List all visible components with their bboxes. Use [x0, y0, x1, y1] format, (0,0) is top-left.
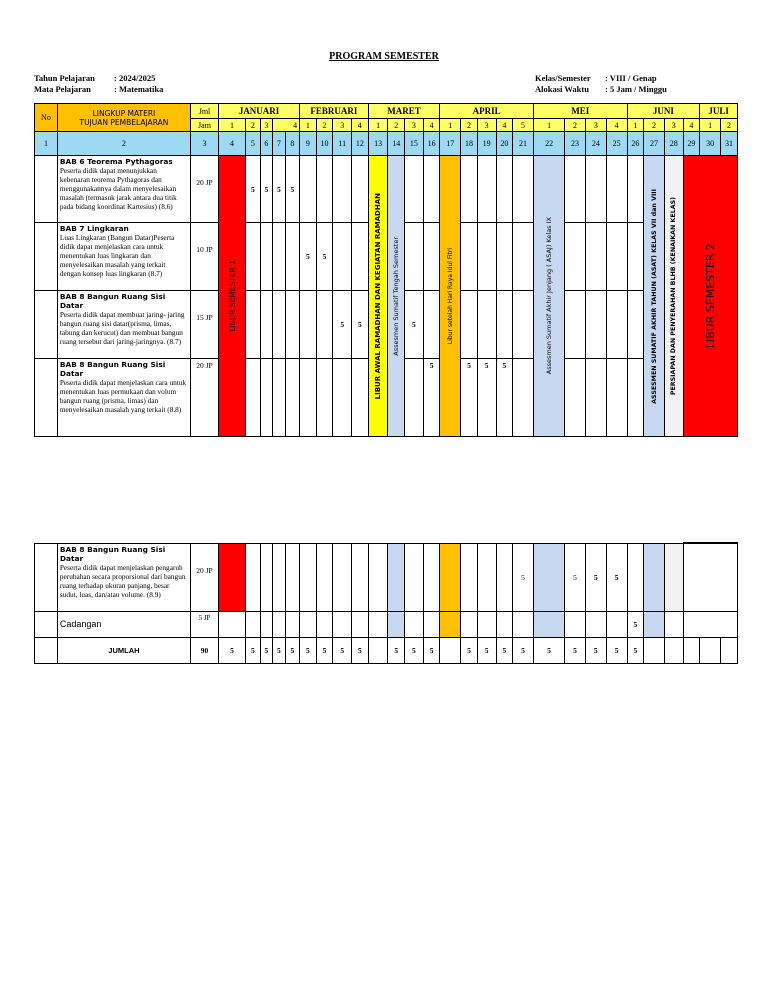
value-cell: 5	[477, 359, 496, 437]
band-ramadhan	[368, 156, 388, 437]
week-cell: 2	[388, 119, 405, 132]
week-cell: 4	[273, 119, 300, 132]
materi-title: BAB 8 Bangun Ruang Sisi Datar	[59, 360, 166, 378]
materi-cell	[57, 359, 190, 437]
value-cell: 5	[219, 637, 246, 663]
meta-value: : VIII / Genap	[605, 73, 657, 83]
band-label: PERSIAPAN DAN PENYERAHAN BLHB (KENAIKAN KELAS)	[670, 196, 678, 396]
month-mei: MEI	[533, 104, 627, 119]
week-cell: 3	[405, 119, 424, 132]
meta-label: Kelas/Semester	[535, 73, 591, 83]
num-cell: 21	[513, 132, 534, 156]
week-cell: 1	[300, 119, 317, 132]
week-cell: 2	[721, 119, 738, 132]
value-cell: 5	[352, 637, 369, 663]
num-cell: 4	[219, 132, 246, 156]
jp-cell: 10 JP	[190, 223, 218, 291]
col-lingkup-header: LINGKUP MATERI TUJUAN PEMBELAJARAN	[57, 104, 190, 132]
num-cell: 3	[190, 132, 218, 156]
week-cell: 3	[585, 119, 606, 132]
meta-value: : 5 Jam / Minggu	[605, 83, 667, 94]
value-cell: 5	[461, 359, 478, 437]
week-cell: 2	[461, 119, 478, 132]
num-cell: 24	[585, 132, 606, 156]
band-libur-semester-1	[219, 156, 246, 437]
num-cell: 9	[300, 132, 317, 156]
value-cell: 5	[565, 637, 586, 663]
semester-table-continued	[34, 542, 738, 664]
value-cell: 5	[606, 543, 627, 611]
num-cell: 23	[565, 132, 586, 156]
value-cell: 5	[533, 637, 564, 663]
week-cell: 1	[700, 119, 721, 132]
materi-title: BAB 6 Teorema Pythagoras	[59, 157, 173, 166]
value-cell: 5	[273, 156, 285, 223]
materi-body: Peserta didik dapat menjelaskan pengaruh perubahan secara proporsional dari bangun ruang terhadap ukuran panjang, besar sudut, luas, dan/atau volume. (8.9)	[59, 562, 186, 599]
value-cell: 5	[423, 359, 440, 437]
materi-title: BAB 7 Lingkaran	[59, 224, 129, 233]
week-cell: 4	[683, 119, 700, 132]
num-cell: 30	[700, 132, 721, 156]
value-cell: 5	[300, 223, 317, 291]
num-cell: 14	[388, 132, 405, 156]
value-cell: 5	[388, 637, 405, 663]
jumlah-total: 90	[190, 637, 218, 663]
value-cell: 5	[513, 637, 534, 663]
value-cell: 5	[273, 637, 285, 663]
meta-label: Tahun Pelajaran	[34, 73, 95, 83]
col-jml-header: Jml	[190, 104, 218, 119]
value-cell: 5	[585, 637, 606, 663]
week-cell: 4	[496, 119, 513, 132]
num-cell: 26	[627, 132, 644, 156]
week-cell: 2	[246, 119, 261, 132]
week-cell: 3	[477, 119, 496, 132]
value-cell: 5	[405, 637, 424, 663]
meta-value: : Matematika	[114, 83, 164, 94]
band-persiapan	[664, 156, 683, 437]
month-maret: MARET	[368, 104, 440, 119]
num-cell: 18	[461, 132, 478, 156]
col-jam-header: Jam	[190, 119, 218, 132]
value-cell: 5	[285, 637, 300, 663]
value-cell: 5	[246, 156, 261, 223]
week-cell: 2	[316, 119, 333, 132]
value-cell: 5	[333, 637, 352, 663]
cadangan-label: Cadangan	[57, 611, 190, 637]
band-label: LIBUR SEMESTER 1	[227, 260, 237, 332]
value-cell: 5	[285, 156, 300, 223]
band-libur-semester-2	[683, 156, 737, 437]
num-cell: 15	[405, 132, 424, 156]
jp-cell: 5 JP	[190, 611, 218, 637]
value-cell: 5	[316, 223, 333, 291]
month-juni: JUNI	[627, 104, 700, 119]
value-cell: 5	[352, 291, 369, 359]
num-cell: 17	[440, 132, 461, 156]
month-april: APRIL	[440, 104, 534, 119]
value-cell: 5	[405, 291, 424, 359]
num-cell: 1	[35, 132, 58, 156]
num-cell: 31	[721, 132, 738, 156]
num-cell: 8	[285, 132, 300, 156]
jp-cell: 20 JP	[190, 156, 218, 223]
week-cell: 3	[333, 119, 352, 132]
semester-table	[34, 103, 738, 437]
week-cell: 1	[440, 119, 461, 132]
week-cell: 4	[423, 119, 440, 132]
band-label: ASSESMEN SUMATIF AKHIR TAHUN (ASAT) KELAS VII dan VIII	[650, 188, 658, 404]
meta-value: : 2024/2025	[114, 73, 156, 83]
value-cell: 5	[627, 637, 644, 663]
value-cell: 5	[260, 637, 272, 663]
materi-cell	[57, 543, 190, 611]
meta-label: Mata Pelajaran	[34, 83, 91, 94]
materi-cell	[57, 291, 190, 359]
value-cell: 5	[246, 637, 261, 663]
num-cell: 6	[260, 132, 272, 156]
num-cell: 2	[57, 132, 190, 156]
month-juli: JULI	[700, 104, 738, 119]
week-cell: 2	[644, 119, 665, 132]
num-cell: 5	[246, 132, 261, 156]
jp-cell: 15 JP	[190, 291, 218, 359]
page-title: PROGRAM SEMESTER	[329, 51, 439, 62]
materi-body: Peserta didik dapat menunjukkan kebenaran teorema Pythagoras dan menggunakannya dalam menyelesaikan masalah (termasuk jarak antara dua titik pada bidang koordinat Kartesius) (8.6)	[59, 166, 177, 211]
num-cell: 28	[664, 132, 683, 156]
materi-cell	[57, 223, 190, 291]
jp-cell: 20 JP	[190, 359, 218, 437]
week-cell: 1	[627, 119, 644, 132]
month-januari: JANUARI	[219, 104, 300, 119]
table-row	[35, 543, 738, 611]
value-cell: 5	[316, 637, 333, 663]
num-cell: 13	[368, 132, 388, 156]
materi-body: Peserta didik dapat menjelaskan cara untuk menentukan luas permukaan dan volum bangun ruang (prisma, limas) dan menyelesaikan masalah yang terkait (8.8)	[59, 378, 187, 414]
week-cell: 3	[260, 119, 272, 132]
meta-right	[535, 73, 667, 94]
num-cell: 19	[477, 132, 496, 156]
value-cell: 5	[585, 543, 606, 611]
band-label: Libur setelah Hari Raya Idul Fitri	[446, 247, 454, 345]
value-cell: 5	[606, 637, 627, 663]
week-cell: 3	[664, 119, 683, 132]
num-cell: 12	[352, 132, 369, 156]
materi-cell	[57, 156, 190, 223]
value-cell: 5	[477, 637, 496, 663]
value-cell: 5	[423, 637, 440, 663]
num-cell: 20	[496, 132, 513, 156]
band-label: LIBUR AWAL RAMADHAN DAN KEGIATAN RAMADHAN	[373, 192, 382, 400]
value-cell: 5	[260, 156, 272, 223]
numbering-row	[35, 132, 738, 156]
week-cell: 5	[513, 119, 534, 132]
materi-title: BAB 8 Bangun Ruang Sisi Datar	[59, 292, 166, 310]
month-februari: FEBRUARI	[300, 104, 369, 119]
week-cell: 1	[533, 119, 564, 132]
num-cell: 10	[316, 132, 333, 156]
materi-body: Peserta didik dapat membuat jaring- jaring bangun ruang sisi datar(prisma, limas, tabung dan kerucut) dan membuat bangun ruang tersebut dari jaring-jaringnya. (8.7)	[59, 310, 185, 346]
meta-label: Alokasi Waktu	[535, 83, 589, 94]
jumlah-row	[35, 637, 738, 663]
col-no-header: No	[35, 104, 58, 132]
num-cell: 7	[273, 132, 285, 156]
value-cell: 5	[496, 637, 513, 663]
value-cell: 5	[513, 543, 534, 611]
week-cell: 4	[606, 119, 627, 132]
table-row	[35, 611, 738, 637]
value-cell: 5	[333, 291, 352, 359]
band-asat	[644, 156, 665, 437]
num-cell: 22	[533, 132, 564, 156]
value-cell: 5	[627, 611, 644, 637]
num-cell: 16	[423, 132, 440, 156]
value-cell: 5	[496, 359, 513, 437]
week-cell: 1	[368, 119, 388, 132]
jumlah-label: JUMLAH	[57, 637, 190, 663]
band-label: LIBUR SEMESTER 2	[703, 243, 717, 349]
value-cell: 5	[461, 637, 478, 663]
value-cell: 5	[300, 637, 317, 663]
num-cell: 25	[606, 132, 627, 156]
num-cell: 29	[683, 132, 700, 156]
value-cell: 5	[565, 543, 586, 611]
week-cell: 2	[565, 119, 586, 132]
num-cell: 11	[333, 132, 352, 156]
materi-title: BAB 8 Bangun Ruang Sisi Datar	[59, 544, 166, 563]
num-cell: 27	[644, 132, 665, 156]
band-asaj	[533, 156, 564, 437]
band-label: Assesmen Sumatif Tengah Semester	[391, 236, 400, 356]
table-row	[35, 156, 738, 223]
week-cell: 4	[352, 119, 369, 132]
band-label: Assesmen Sumatif Akhir Jenjang ( ASAJ) Kelas IX	[544, 217, 553, 375]
band-idul-fitri	[440, 156, 461, 437]
jp-cell: 20 JP	[190, 543, 218, 611]
meta-left	[34, 73, 163, 94]
band-asts	[388, 156, 405, 437]
week-cell: 1	[219, 119, 246, 132]
materi-body: Luas Lingkaran (Bangun Datar)Peserta didik dapat menjelaskan cara untuk menentukan luas lingkaran dan menyelesaikan masalah yang terkait dengan konsep luas lingkaran (8.7)	[59, 233, 175, 278]
